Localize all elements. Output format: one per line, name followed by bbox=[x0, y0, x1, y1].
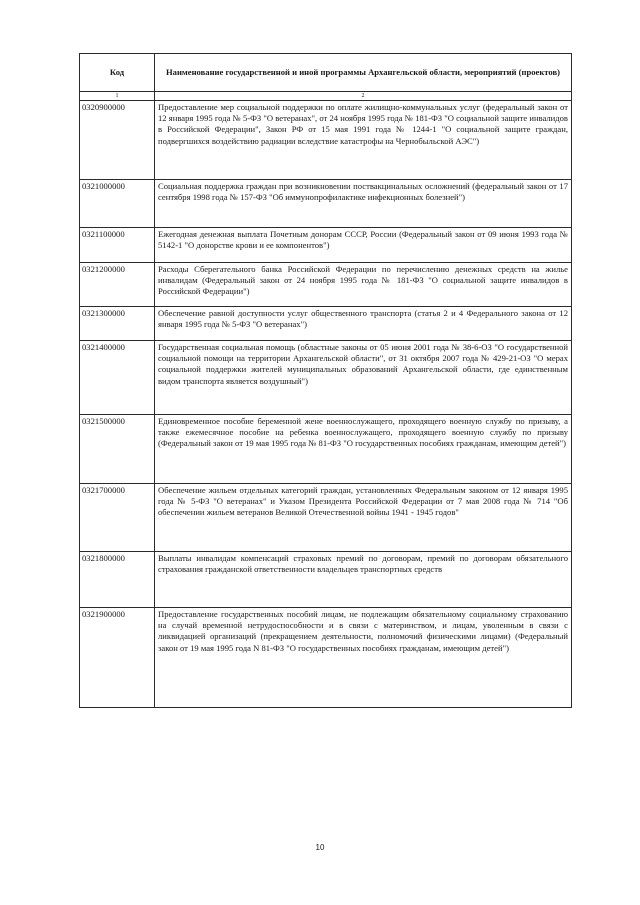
row-code: 0321800000 bbox=[80, 552, 155, 608]
column-number-row bbox=[80, 92, 572, 101]
row-name: Государственная социальная помощь (областные законы от 05 июня 2001 года № 38-6-ОЗ "О государственной социальной помощи на территории Архангельской области", от 31 октября 2007 года № 429-21-ОЗ "О мерах социальной поддержки жителей муниципальных образований Архангельской области, где единственным видом транспорта является воздушный") bbox=[155, 341, 572, 415]
table-row bbox=[80, 341, 572, 415]
table-row bbox=[80, 415, 572, 484]
row-code: 0321700000 bbox=[80, 484, 155, 552]
row-name: Социальная поддержка граждан при возникновении поствакцинальных осложнений (федеральный закон от 17 сентября 1998 года № 157-ФЗ "Об иммунопрофилактике инфекционных болезней") bbox=[155, 180, 572, 228]
row-code: 0321000000 bbox=[80, 180, 155, 228]
table-row bbox=[80, 101, 572, 180]
row-code: 0320900000 bbox=[80, 101, 155, 180]
row-code: 0321100000 bbox=[80, 228, 155, 263]
row-code: 0321300000 bbox=[80, 307, 155, 341]
row-code: 0321900000 bbox=[80, 608, 155, 708]
row-name: Расходы Сберегательного банка Российской Федерации по перечислению денежных средств на жилье инвалидам (Федеральный закон от 24 ноября 1995 года № 181-ФЗ "О социальной защите инвалидов в Российской Федерации") bbox=[155, 263, 572, 307]
row-name: Предоставление государственных пособий лицам, не подлежащим обязательному социальному страхованию на случай временной нетрудоспособности и в связи с материнством, и лицам, уволенным в связи с ликвидацией организаций (прекращением деятельности, полномочий физическими лицами) (Федеральный закон от 19 мая 1995 года N 81-ФЗ "О государственных пособиях гражданам, имеющим детей") bbox=[155, 608, 572, 708]
table-header-row bbox=[80, 54, 572, 92]
column-number-2: 2 bbox=[155, 92, 572, 101]
row-name: Ежегодная денежная выплата Почетным донорам СССР, России (Федеральный закон от 09 июня 1993 года № 5142-1 "О донорстве крови и ее компонентов") bbox=[155, 228, 572, 263]
table-row bbox=[80, 263, 572, 307]
table-row bbox=[80, 552, 572, 608]
page-number: 10 bbox=[315, 843, 325, 852]
row-name: Обеспечение равной доступности услуг общественного транспорта (статья 2 и 4 Федерального закона от 12 января 1995 года № 5-ФЗ "О ветеранах") bbox=[155, 307, 572, 341]
table-row bbox=[80, 484, 572, 552]
row-name: Выплаты инвалидам компенсаций страховых премий по договорам, премий по договорам обязательного страхования гражданской ответственности владельцев транспортных средств bbox=[155, 552, 572, 608]
row-name: Единовременное пособие беременной жене военнослужащего, проходящего военную службу по призыву, а также ежемесячное пособие на ребенка военнослужащего, проходящего военную службу по призыву (Федеральный закон от 19 мая 1995 года № 81-ФЗ "О государственных пособиях гражданам, имеющим детей") bbox=[155, 415, 572, 484]
row-name: Предоставление мер социальной поддержки по оплате жилищно-коммунальных услуг (федеральный закон от 12 января 1995 года № 5-ФЗ "О ветеранах", от 24 ноября 1995 года № 181-ФЗ "О социальной защите инвалидов в Российской Федерации", Закон РФ от 15 мая 1991 года № 1244-1 "О социальной защите граждан, подвергшихся воздействию радиации вследствие катастрофы на Чернобыльской АЭС") bbox=[155, 101, 572, 180]
row-name: Обеспечение жильем отдельных категорий граждан, установленных Федеральным законом от 12 января 1995 года № 5-ФЗ "О ветеранах" и Указом Президента Российской Федерации от 7 мая 2008 года № 714 "Об обеспечении жильем ветеранов Великой Отечественной войны 1941 - 1945 годов" bbox=[155, 484, 572, 552]
header-name: Наименование государственной и иной программы Архангельской области, мероприятий (проектов) bbox=[155, 54, 572, 92]
header-code: Код bbox=[80, 54, 155, 92]
table-row bbox=[80, 228, 572, 263]
programs-table bbox=[79, 53, 572, 708]
table-row bbox=[80, 180, 572, 228]
column-number-1: 1 bbox=[80, 92, 155, 101]
row-code: 0321500000 bbox=[80, 415, 155, 484]
table-row bbox=[80, 307, 572, 341]
table-row bbox=[80, 608, 572, 708]
row-code: 0321400000 bbox=[80, 341, 155, 415]
row-code: 0321200000 bbox=[80, 263, 155, 307]
